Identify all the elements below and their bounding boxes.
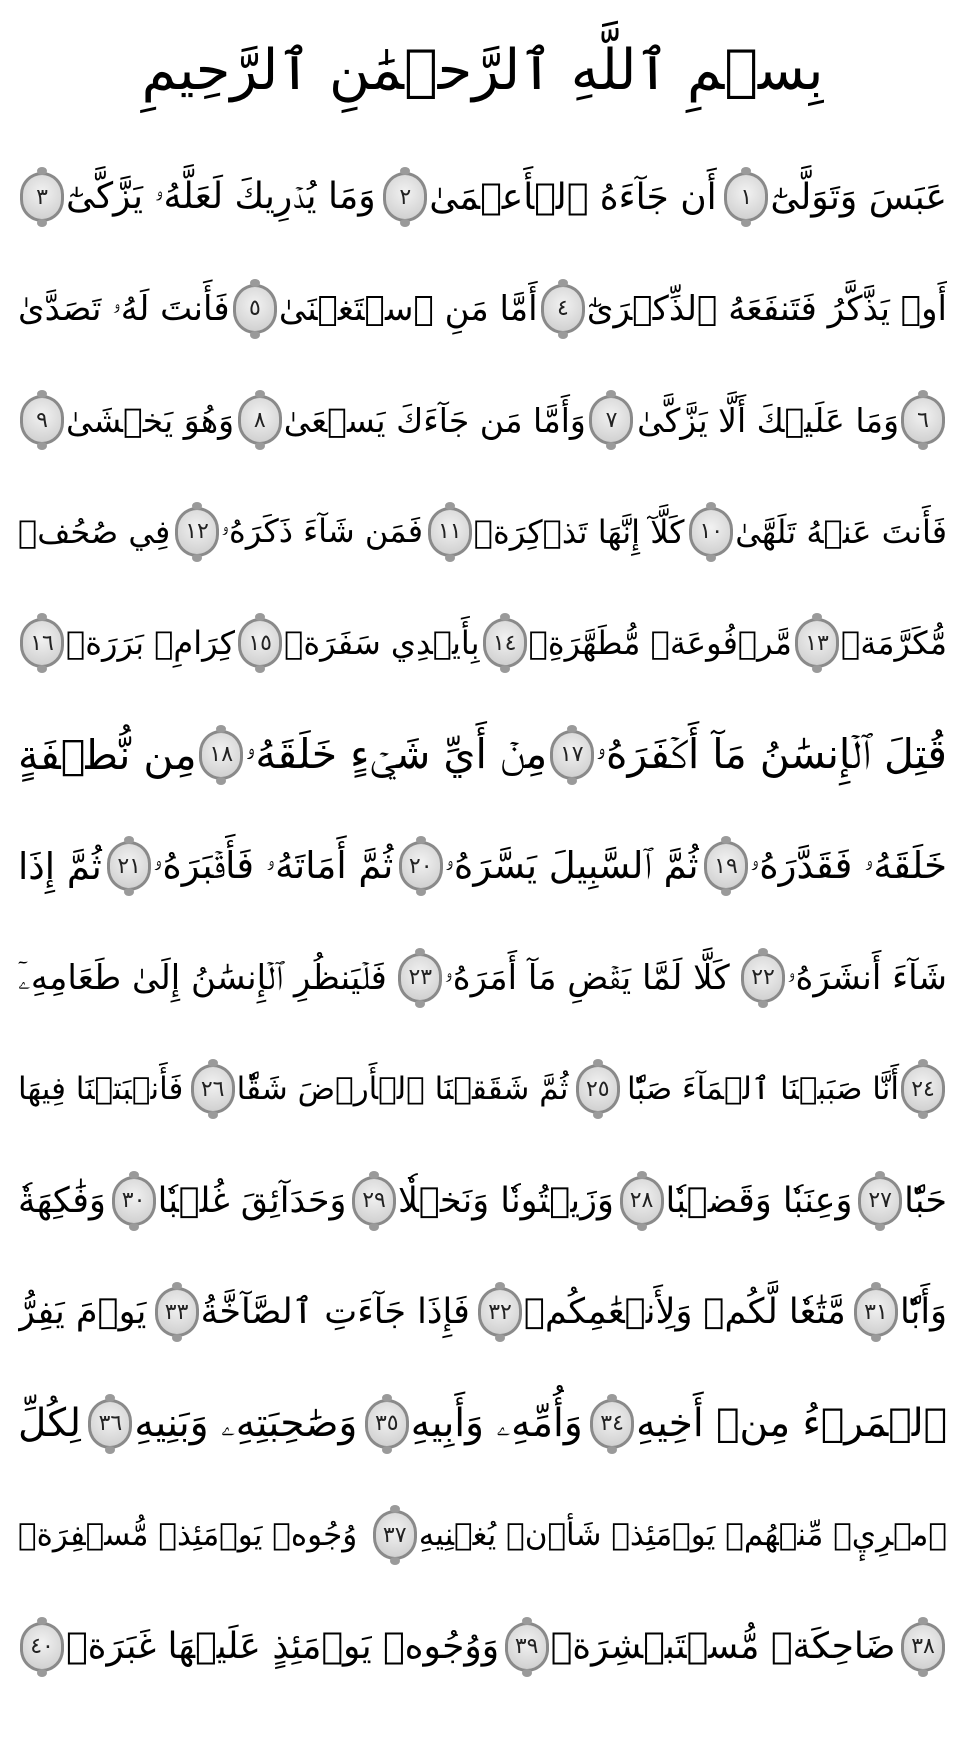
- verse-text: يَوۡمَ يَفِرُّ: [18, 1292, 147, 1332]
- ayah-number-marker: ٤: [541, 284, 585, 334]
- ayah-number-marker: ٣٤: [590, 1399, 634, 1449]
- ayah-number-marker: ٣٨: [901, 1622, 945, 1672]
- verse-segment: [231, 284, 538, 334]
- ayah-number-marker: ٩: [20, 395, 64, 445]
- verse-text: وَصَٰحِبَتِهِۦ وَبَنِيهِ: [134, 1401, 358, 1446]
- ayah-number-marker: ٢٥: [576, 1064, 620, 1114]
- text-line: [18, 257, 947, 361]
- ayah-number-marker: ٢١: [107, 841, 151, 891]
- verse-segment: [18, 731, 197, 779]
- verse-segment: [396, 953, 729, 1003]
- verse-segment: [793, 618, 947, 668]
- verse-text: شَآءَ أَنشَرَهُۥ: [787, 957, 947, 998]
- basmala-header: بِسۡمِ ٱللَّهِ ٱلرَّحۡمَٰنِ ٱلرَّحِيمِ: [141, 37, 824, 103]
- verse-segment: [587, 395, 635, 445]
- verse-text: أَمَّا مَنِ ٱسۡتَغۡنَىٰ: [278, 288, 538, 329]
- ayah-number-marker: ٧: [589, 395, 633, 445]
- text-line: [18, 480, 947, 584]
- verse-text: حَبّٗا: [904, 1180, 947, 1221]
- verse-segment: [18, 1071, 183, 1107]
- verse-segment: [687, 507, 947, 557]
- verse-text: وَفَٰكِهَةٗ: [18, 1180, 106, 1221]
- ayah-number-marker: ١٠: [689, 507, 733, 557]
- verse-text: فَأَنتَ عَنۡهُ تَلَهَّىٰ: [735, 512, 947, 551]
- verse-segment: [350, 1176, 614, 1226]
- verse-segment: [856, 1176, 947, 1226]
- text-line: [18, 145, 947, 249]
- verse-segment: [722, 172, 947, 222]
- text-line: [18, 1372, 947, 1476]
- verse-text: كَلَّا لَمَّا يَقۡضِ مَآ أَمَرَهُۥ: [444, 957, 730, 998]
- ayah-number-marker: ٢٨: [620, 1176, 664, 1226]
- verse-text: أَنَّا صَبَبۡنَا ٱلۡمَآءَ صَبّٗا: [627, 1071, 899, 1107]
- verse-text: كَلَّآ إِنَّهَا تَذۡكِرَةٞ: [473, 512, 685, 551]
- verse-text: مَّرۡفُوعَةٖ مُّطَهَّرَةِۭ: [528, 624, 792, 662]
- verse-segment: [189, 1064, 569, 1114]
- ayah-number-marker: ٤٠: [20, 1622, 64, 1672]
- verse-text: وُجُوهٞ يَوۡمَئِذٖ مُّسۡفِرَةٞ: [18, 1517, 358, 1553]
- ayah-number-marker: ٣٢: [478, 1287, 522, 1337]
- ayah-number-marker: ٣٧: [373, 1510, 417, 1560]
- verse-segment: [371, 1510, 947, 1560]
- verse-text: كِرَامِۭ بَرَرَةٖ: [66, 624, 235, 662]
- verse-text: وَزَيۡتُونٗا وَنَخۡلٗا: [398, 1180, 614, 1221]
- verse-text: ٱمۡرِيٕٖ مِّنۡهُمۡ يَوۡمَئِذٖ شَأۡنٞ يُغۡنِيهِ: [418, 1517, 947, 1553]
- verse-text: فِي صُحُفٖ: [18, 512, 171, 551]
- verse-text: وَأُمِّهِۦ وَأَبِيهِ: [410, 1401, 583, 1446]
- verse-text: مَّتَٰعٗا لَّكُمۡ وَلِأَنۡعَٰمِكُمۡ: [524, 1292, 846, 1332]
- verse-segment: [110, 1176, 347, 1226]
- verse-text: أَن جَآءَهُ ٱلۡأَعۡمَىٰ: [429, 176, 717, 218]
- verse-text: خَلَقَهُۥ فَقَدَّرَهُۥ: [749, 844, 947, 887]
- verse-segment: [105, 841, 393, 891]
- ayah-number-marker: ٣٥: [365, 1399, 409, 1449]
- verse-segment: [363, 1399, 583, 1449]
- verse-text: وَمَا يُدۡرِيكَ لَعَلَّهُۥ يَزَّكَّىٰٓ: [66, 176, 376, 217]
- verse-segment: [739, 953, 947, 1003]
- verse-text: ضَاحِكَةٞ مُّسۡتَبۡشِرَةٞ: [550, 1626, 896, 1667]
- verse-text: فَأَنۢبَتۡنَا فِيهَا: [18, 1071, 184, 1107]
- text-line: [18, 1037, 947, 1141]
- verse-segment: [18, 958, 387, 998]
- verse-text: وَحَدَآئِقَ غُلۡبٗا: [157, 1180, 347, 1221]
- verse-lines: [18, 145, 947, 1706]
- ayah-number-marker: ٦: [901, 395, 945, 445]
- verse-segment: [18, 172, 376, 222]
- ayah-number-marker: ١٩: [704, 841, 748, 891]
- verse-text: وَهُوَ يَخۡشَىٰ: [66, 400, 235, 440]
- verse-segment: [18, 289, 230, 329]
- ayah-number-marker: ١٧: [550, 730, 594, 780]
- verse-segment: [574, 1064, 622, 1114]
- verse-segment: [548, 730, 947, 780]
- verse-segment: [173, 507, 423, 557]
- verse-segment: [702, 841, 947, 891]
- text-line: [18, 1595, 947, 1699]
- verse-segment: [86, 1399, 357, 1449]
- ayah-number-marker: ٥: [233, 284, 277, 334]
- verse-text: لِكُلِّ: [18, 1401, 81, 1446]
- text-line: [18, 814, 947, 918]
- ayah-number-marker: ٢٣: [398, 953, 442, 1003]
- ayah-number-marker: ٢: [383, 172, 427, 222]
- text-line: [18, 368, 947, 472]
- verse-segment: [18, 1622, 499, 1672]
- verse-text: ٱلۡمَرۡءُ مِنۡ أَخِيهِ: [636, 1401, 947, 1446]
- verse-text: ثُمَّ ٱلسَّبِيلَ يَسَّرَهُۥ: [444, 844, 699, 887]
- ayah-number-marker: ١٥: [238, 618, 282, 668]
- verse-text: فَلۡيَنظُرِ ٱلۡإِنسَٰنُ إِلَىٰ طَعَامِهِۦٓ: [18, 957, 387, 998]
- ayah-number-marker: ١٤: [483, 618, 527, 668]
- verse-text: بِأَيۡدِي سَفَرَةٖ: [284, 624, 480, 662]
- verse-segment: [476, 1287, 846, 1337]
- text-line: [18, 1483, 947, 1587]
- verse-segment: [153, 1287, 470, 1337]
- verse-text: عَبَسَ وَتَوَلَّىٰٓ: [770, 176, 947, 218]
- ayah-number-marker: ١: [724, 172, 768, 222]
- ayah-number-marker: ٢٢: [741, 953, 785, 1003]
- verse-segment: [18, 1292, 146, 1332]
- verse-segment: [197, 730, 547, 780]
- verse-text: فَإِذَا جَآءَتِ ٱلصَّآخَّةُ: [200, 1292, 470, 1332]
- verse-segment: [381, 172, 716, 222]
- verse-segment: [236, 395, 586, 445]
- verse-segment: [397, 841, 699, 891]
- verse-segment: [852, 1287, 947, 1337]
- ayah-number-marker: ١٦: [20, 618, 64, 668]
- verse-segment: [18, 845, 102, 888]
- ayah-number-marker: ٢٤: [901, 1064, 945, 1114]
- verse-segment: [18, 1181, 106, 1221]
- verse-text: قُتِلَ ٱلۡإِنسَٰنُ مَآ أَكۡفَرَهُۥ: [595, 730, 947, 778]
- ayah-number-marker: ٣٦: [88, 1399, 132, 1449]
- text-line: [18, 1149, 947, 1253]
- verse-text: مُّكَرَّمَةٖ: [841, 624, 947, 662]
- verse-text: ثُمَّ إِذَا: [18, 844, 102, 888]
- verse-segment: [18, 1401, 81, 1446]
- verse-segment: [539, 284, 947, 334]
- verse-segment: [426, 507, 685, 557]
- ayah-number-marker: ٢٦: [191, 1064, 235, 1114]
- verse-segment: [18, 618, 235, 668]
- verse-segment: [899, 1622, 947, 1672]
- ayah-number-marker: ٢٧: [858, 1176, 902, 1226]
- ayah-number-marker: ١١: [428, 507, 472, 557]
- verse-segment: [481, 618, 792, 668]
- ayah-number-marker: ٣: [20, 172, 64, 222]
- verse-segment: [588, 1399, 947, 1449]
- ayah-number-marker: ٢٠: [399, 841, 443, 891]
- verse-segment: [627, 1064, 947, 1114]
- verse-segment: [637, 395, 947, 445]
- ayah-number-marker: ١٣: [795, 618, 839, 668]
- verse-text: فَأَنتَ لَهُۥ تَصَدَّىٰ: [18, 288, 230, 329]
- verse-text: وَمَا عَلَيۡكَ أَلَّا يَزَّكَّىٰ: [637, 400, 899, 440]
- text-line: [18, 703, 947, 807]
- verse-text: وَأَمَّا مَن جَآءَكَ يَسۡعَىٰ: [283, 400, 586, 440]
- ayah-number-marker: ١٨: [199, 730, 243, 780]
- ayah-number-marker: ٨: [238, 395, 282, 445]
- ayah-number-marker: ٣١: [854, 1287, 898, 1337]
- text-line: [18, 926, 947, 1030]
- ayah-number-marker: ٣٣: [155, 1287, 199, 1337]
- verse-segment: [236, 618, 479, 668]
- verse-text: أَوۡ يَذَّكَّرُ فَتَنفَعَهُ ٱلذِّكۡرَىٰٓ: [586, 288, 947, 329]
- verse-text: ثُمَّ أَمَاتَهُۥ فَأَقۡبَرَهُۥ: [153, 844, 394, 887]
- verse-text: مِن نُّطۡفَةٍ: [18, 730, 197, 779]
- verse-segment: [503, 1622, 896, 1672]
- verse-text: وَوُجُوهٞ يَوۡمَئِذٍ عَلَيۡهَا غَبَرَةٞ: [66, 1626, 500, 1667]
- verse-segment: [18, 513, 170, 551]
- verse-text: وَأَبّٗا: [899, 1292, 947, 1332]
- ayah-number-marker: ٣٠: [112, 1176, 156, 1226]
- verse-segment: [18, 395, 234, 445]
- ayah-number-marker: ٢٩: [352, 1176, 396, 1226]
- verse-text: مِنۡ أَيِّ شَيۡءٍ خَلَقَهُۥ: [245, 730, 548, 778]
- verse-text: وَعِنَبٗا وَقَضۡبٗا: [665, 1180, 853, 1221]
- text-line: [18, 1260, 947, 1364]
- verse-segment: [618, 1176, 853, 1226]
- ayah-number-marker: ١٢: [175, 507, 219, 557]
- verse-text: فَمَن شَآءَ ذَكَرَهُۥ: [221, 512, 424, 550]
- text-line: [18, 591, 947, 695]
- verse-segment: [18, 1517, 357, 1553]
- verse-text: ثُمَّ شَقَقۡنَا ٱلۡأَرۡضَ شَقّٗا: [236, 1071, 569, 1107]
- ayah-number-marker: ٣٩: [505, 1622, 549, 1672]
